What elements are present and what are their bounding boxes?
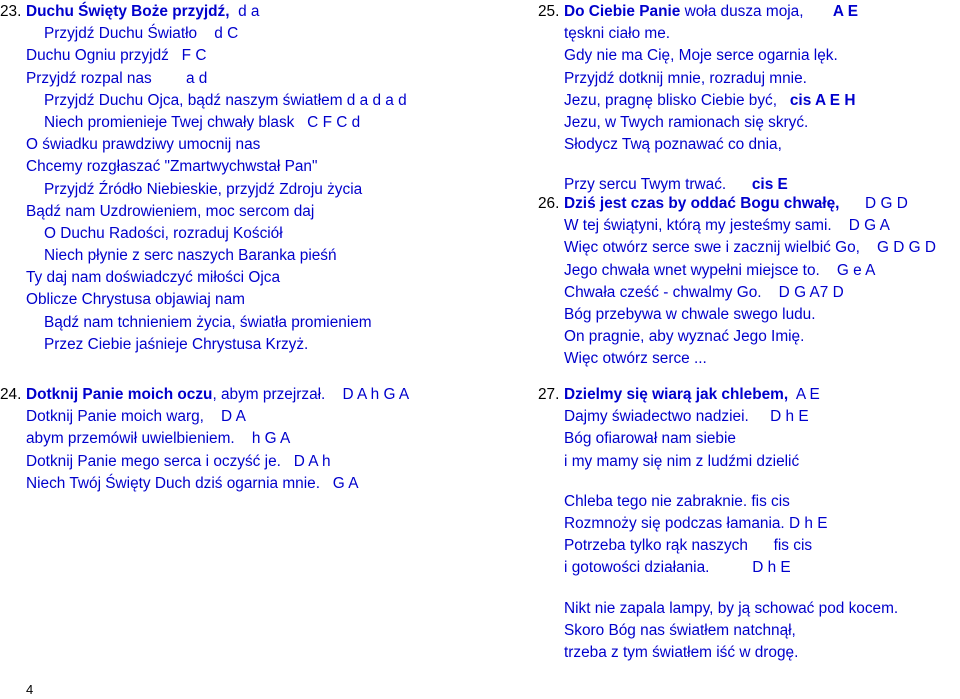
lyric-text: Jezu, pragnę blisko Ciebie być, — [564, 91, 778, 109]
lyric-text: Przyjdź dotknij mnie, rozraduj mnie. — [564, 69, 807, 87]
lyric-text: Ty daj nam doświadczyć miłości Ojca — [26, 269, 281, 287]
song-23 — [0, 1, 407, 356]
lyric-text: O Duchu Radości, rozraduj Kościół — [44, 224, 283, 242]
lyric-text: Przyjdź rozpal nas — [26, 69, 152, 87]
lyric-text: Przyjdź Duchu Ojca, bądź naszym światłem d a d a d — [44, 91, 407, 109]
lyric-line — [0, 384, 409, 406]
lyric-line — [538, 237, 936, 259]
song-number: 24. — [0, 386, 22, 403]
song-title: Duchu Święty Boże przyjdź, — [26, 3, 230, 20]
lyric-line — [0, 112, 407, 134]
lyric-text: D A h G A — [325, 386, 410, 403]
lyric-text: i gotowości działania. — [564, 559, 710, 577]
lyric-line — [0, 451, 409, 473]
lyric-line — [538, 68, 858, 90]
lyric-line — [538, 282, 936, 304]
lyric-text: woła dusza moja, — [680, 3, 804, 20]
lyric-line — [0, 289, 407, 311]
lyric-line — [0, 179, 407, 201]
lyric-line — [0, 1, 407, 23]
lyric-text: abym przemówił uwielbieniem. — [26, 430, 235, 448]
lyric-line — [0, 156, 407, 178]
lyric-text: Niech Twój Święty Duch dziś ogarnia mnie. — [26, 474, 320, 492]
lyric-line — [538, 513, 898, 535]
lyric-text: Bóg ofiarował nam siebie — [564, 430, 736, 448]
lyric-text: trzeba z tym światłem iść w drogę. — [564, 643, 799, 661]
song-number: 27. — [538, 386, 560, 403]
lyric-text: D h E — [709, 559, 791, 577]
lyric-text: tęskni ciało me. — [564, 25, 671, 43]
lyric-text: , abym przejrzał. — [212, 386, 326, 403]
lyric-text: cis E — [726, 176, 788, 194]
lyric-text: Słodycz Twą poznawać co dnia, — [564, 136, 782, 154]
lyric-text: D G D — [839, 195, 908, 212]
lyric-line — [538, 260, 936, 282]
lyric-text: A E — [788, 386, 820, 403]
lyric-line — [538, 112, 858, 134]
lyric-text: Potrzeba tylko rąk naszych — [564, 537, 748, 555]
lyric-text: Dotknij Panie moich warg, — [26, 408, 204, 426]
lyric-line — [0, 428, 409, 450]
lyric-text: Chleba tego nie zabraknie. fis cis — [564, 492, 790, 510]
lyric-line — [0, 134, 407, 156]
lyric-text: Chwała cześć - chwalmy Go. — [564, 283, 762, 301]
lyric-line — [538, 304, 936, 326]
song-number: 26. — [538, 195, 560, 212]
lyric-line — [0, 406, 409, 428]
lyric-line — [538, 384, 898, 406]
lyric-line — [538, 451, 898, 473]
song-title: Do Ciebie Panie — [564, 3, 681, 20]
lyric-text: Skoro Bóg nas światłem natchnął, — [564, 621, 796, 639]
lyric-text: Rozmnoży się podczas łamania. D h E — [564, 514, 828, 532]
lyric-line — [0, 45, 407, 67]
lyric-text: D G A — [831, 217, 890, 235]
lyric-text: D A — [203, 408, 246, 426]
lyric-text: G D G D — [859, 239, 937, 257]
lyric-text: Chcemy rozgłaszać "Zmartwychwstał Pan" — [26, 158, 318, 176]
lyric-text: G A — [319, 474, 359, 492]
lyric-text: Niech płynie z serc naszych Baranka pieśń — [44, 247, 337, 265]
lyric-line — [0, 23, 407, 45]
lyric-line — [538, 215, 936, 237]
lyric-text: cis A E H — [777, 91, 856, 109]
lyric-line — [0, 201, 407, 223]
lyric-text: A E — [803, 3, 858, 20]
lyric-line — [0, 267, 407, 289]
lyric-text: Duchu Ogniu przyjdź — [26, 47, 169, 65]
lyric-text: Niech promienieje Twej chwały blask C F C d — [44, 113, 361, 131]
lyric-text: i my mamy się nim z ludźmi dzielić — [564, 452, 800, 470]
song-title: Dzielmy się wiarą jak chlebem, — [564, 386, 789, 403]
lyric-line — [0, 245, 407, 267]
song-27 — [538, 384, 898, 664]
lyric-text: D G A7 D — [761, 283, 844, 301]
song-24 — [0, 384, 409, 495]
song-26 — [538, 193, 936, 371]
song-title: Dotknij Panie moich oczu — [26, 386, 213, 403]
lyric-line — [0, 334, 407, 356]
lyric-text: Przyjdź Duchu Światło — [44, 25, 198, 43]
lyric-text: Dotknij Panie mego serca i oczyść je. — [26, 452, 281, 470]
lyric-text: h G A — [234, 430, 291, 448]
lyric-text: G e A — [819, 261, 876, 279]
lyric-line — [538, 45, 858, 67]
lyric-line — [0, 473, 409, 495]
song-number: 23. — [0, 3, 22, 20]
lyric-text: Gdy nie ma Cię, Moje serce ogarnia lęk. — [564, 47, 838, 65]
lyric-text: Nikt nie zapala lampy, by ją schować pod kocem. — [564, 599, 899, 617]
lyric-text: Przez Ciebie jaśnieje Chrystusa Krzyż. — [44, 335, 309, 353]
lyric-line — [538, 598, 898, 620]
lyric-line — [538, 557, 898, 579]
lyric-text: Dajmy świadectwo nadziei. — [564, 408, 749, 426]
lyric-text: Oblicze Chrystusa objawiaj nam — [26, 291, 245, 309]
lyric-line — [538, 90, 858, 112]
lyric-text: On pragnie, aby wyznać Jego Imię. — [564, 328, 805, 346]
lyric-line — [538, 1, 858, 23]
lyric-text: a d — [151, 69, 208, 87]
lyric-text: O świadku prawdziwy umocnij nas — [26, 136, 261, 154]
lyric-line — [538, 134, 858, 156]
lyric-line — [538, 406, 898, 428]
lyric-text: Jezu, w Twych ramionach się skryć. — [564, 113, 809, 131]
lyric-text: d C — [197, 25, 239, 43]
lyric-text: Bóg przebywa w chwale swego ludu. — [564, 305, 816, 323]
lyric-line — [538, 348, 936, 370]
song-25 — [538, 1, 858, 197]
lyric-text: Bądź nam tchnieniem życia, światła promieniem — [44, 313, 372, 331]
lyric-text: d a — [229, 3, 260, 20]
lyric-line — [0, 223, 407, 245]
lyric-line — [538, 326, 936, 348]
lyric-line — [538, 428, 898, 450]
lyric-line — [538, 620, 898, 642]
lyric-line — [0, 68, 407, 90]
lyric-text: Więc otwórz serce swe i zacznij wielbić Go, — [564, 239, 860, 257]
lyric-text: Jego chwała wnet wypełni miejsce to. — [564, 261, 820, 279]
lyric-text: Więc otwórz serce ... — [564, 350, 707, 368]
lyric-line — [538, 491, 898, 513]
song-number: 25. — [538, 3, 560, 20]
lyric-line — [0, 90, 407, 112]
lyric-text: Bądź nam Uzdrowieniem, moc sercom daj — [26, 202, 315, 220]
lyric-line — [0, 312, 407, 334]
lyric-line — [538, 535, 898, 557]
lyric-text: Przyjdź Źródło Niebieskie, przyjdź Zdroju życia — [44, 180, 363, 198]
lyric-line — [538, 23, 858, 45]
lyric-text: D A h — [280, 452, 331, 470]
lyric-line — [538, 642, 898, 664]
lyric-text: Przy sercu Twym trwać. — [564, 176, 727, 194]
page-number: 4 — [26, 682, 34, 697]
lyric-text: F C — [168, 47, 207, 65]
lyric-text: D h E — [748, 408, 809, 426]
song-title: Dziś jest czas by oddać Bogu chwałę, — [564, 195, 840, 212]
lyric-text: fis cis — [747, 537, 813, 555]
lyric-line — [538, 193, 936, 215]
lyric-text: W tej świątyni, którą my jesteśmy sami. — [564, 217, 832, 235]
